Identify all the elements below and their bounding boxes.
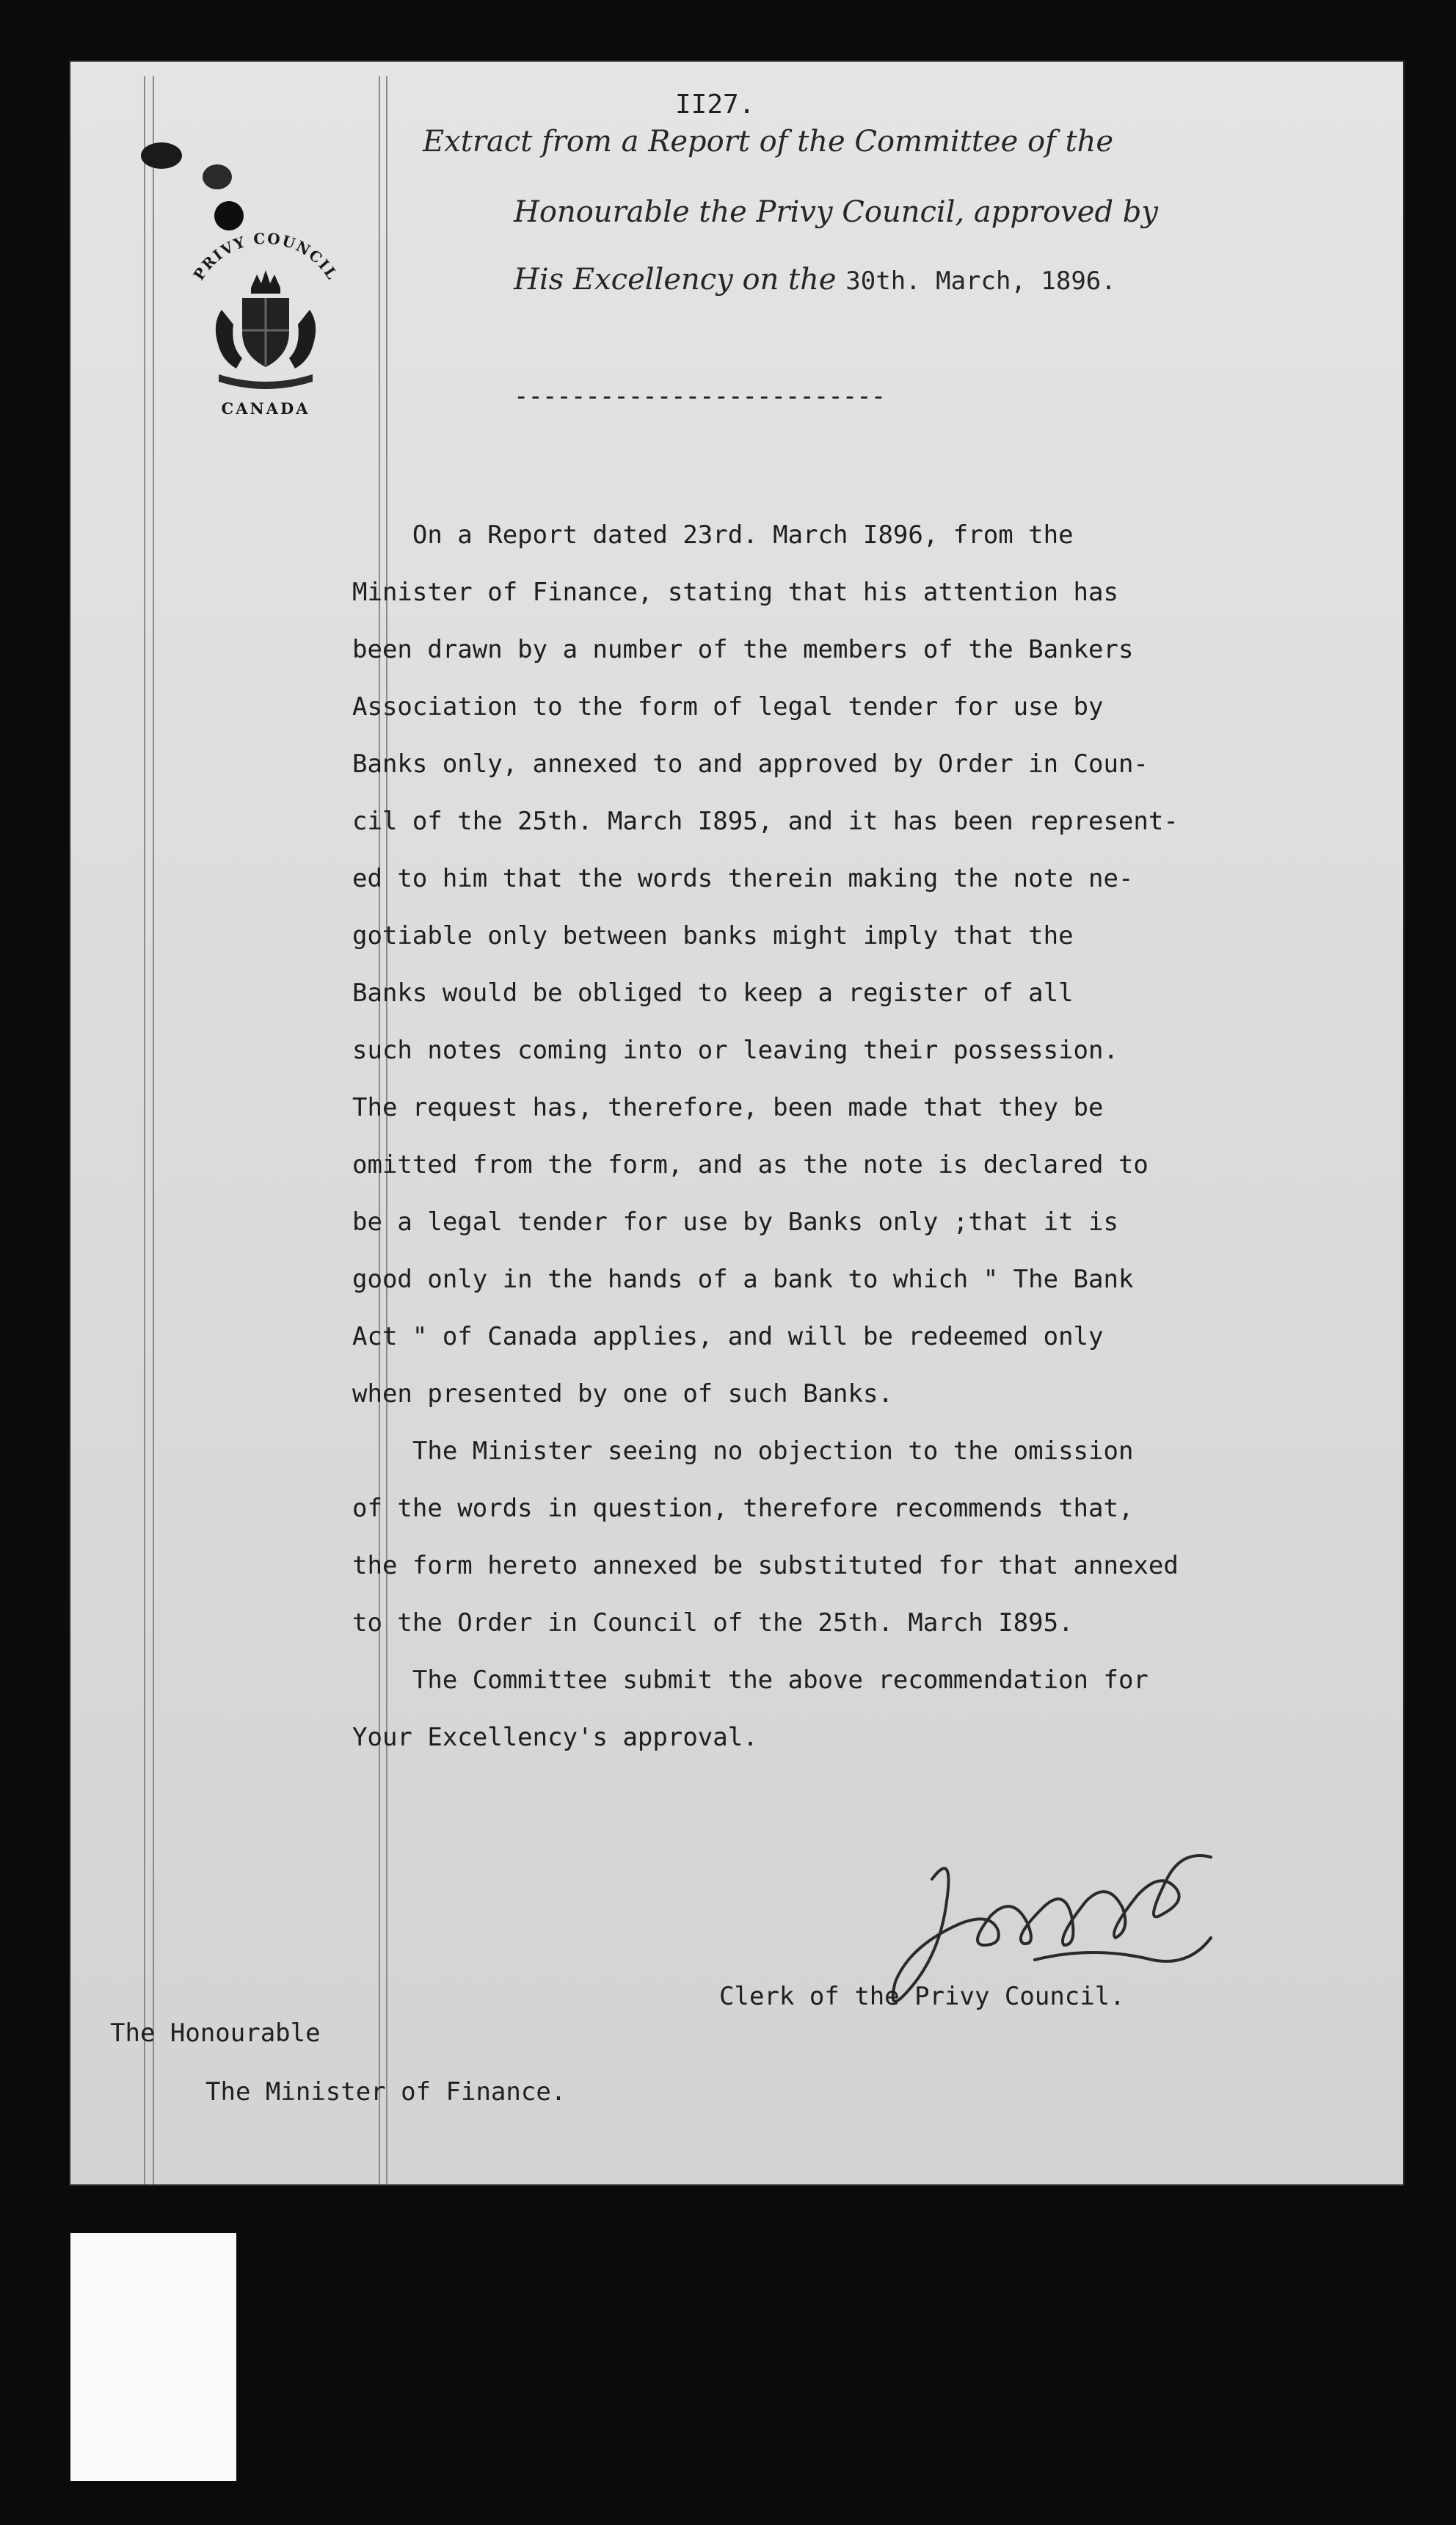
body-line: such notes coming into or leaving their possession. (352, 1036, 1118, 1065)
body-line: been drawn by a number of the members of the Bankers (352, 635, 1134, 664)
seal-top-text: PRIVY COUNCIL (189, 229, 342, 283)
clerk-title: Clerk of the Privy Council. (719, 1982, 1125, 2011)
body-line: ed to him that the words therein making the note ne- (352, 864, 1134, 893)
privy-council-seal (178, 229, 354, 427)
body-line: The request has, therefore, been made that they be (352, 1093, 1104, 1122)
body-line: The Minister seeing no objection to the omission (352, 1436, 1134, 1466)
header-line (514, 263, 1116, 297)
header-line: Honourable the Privy Council, approved by (514, 195, 1158, 229)
approval-date: 30th. March, 1896. (845, 266, 1116, 296)
body-line: good only in the hands of a bank to which " The Bank (352, 1265, 1134, 1294)
separator-line: -------------------------- (514, 382, 886, 411)
body-line: gotiable only between banks might imply that the (352, 921, 1074, 951)
body-line: be a legal tender for use by Banks only ;that it is (352, 1207, 1118, 1237)
coat-of-arms-icon (178, 229, 354, 427)
ink-stain (203, 164, 232, 189)
addressee-name: The Minister of Finance. (205, 2077, 567, 2107)
margin-rule (144, 76, 145, 2184)
body-line: the form hereto annexed be substituted for that annexed (352, 1551, 1179, 1580)
body-line: Act " of Canada applies, and will be redeemed only (352, 1322, 1104, 1351)
body-line: Your Excellency's approval. (352, 1723, 758, 1752)
header-line: Extract from a Report of the Committee of the (423, 125, 1114, 159)
header-script-text: His Excellency on the (514, 263, 837, 297)
body-line: when presented by one of such Banks. (352, 1379, 893, 1409)
ink-stain (141, 142, 182, 169)
body-line: Minister of Finance, stating that his attention has (352, 578, 1118, 607)
body-line: Banks would be obliged to keep a register of all (352, 978, 1074, 1008)
body-line: On a Report dated 23rd. March I896, from the (352, 520, 1074, 550)
report-body (352, 506, 1380, 1766)
body-line: Association to the form of legal tender for use by (352, 692, 1104, 722)
body-line: Banks only, annexed to and approved by Order in Coun- (352, 749, 1149, 779)
margin-rule (153, 76, 154, 2184)
archive-label (70, 2233, 236, 2481)
seal-bottom-text: CANADA (221, 399, 310, 418)
addressee-title: The Honourable (110, 2019, 321, 2048)
punch-hole (214, 201, 244, 230)
body-line: omitted from the form, and as the note is declared to (352, 1150, 1149, 1180)
body-line: to the Order in Council of the 25th. March I895. (352, 1608, 1074, 1638)
body-line: cil of the 25th. March I895, and it has been represent- (352, 807, 1179, 836)
body-line: The Committee submit the above recommendation for (352, 1665, 1149, 1695)
document-number: II27. (675, 90, 755, 120)
body-line: of the words in question, therefore recommends that, (352, 1494, 1134, 1523)
